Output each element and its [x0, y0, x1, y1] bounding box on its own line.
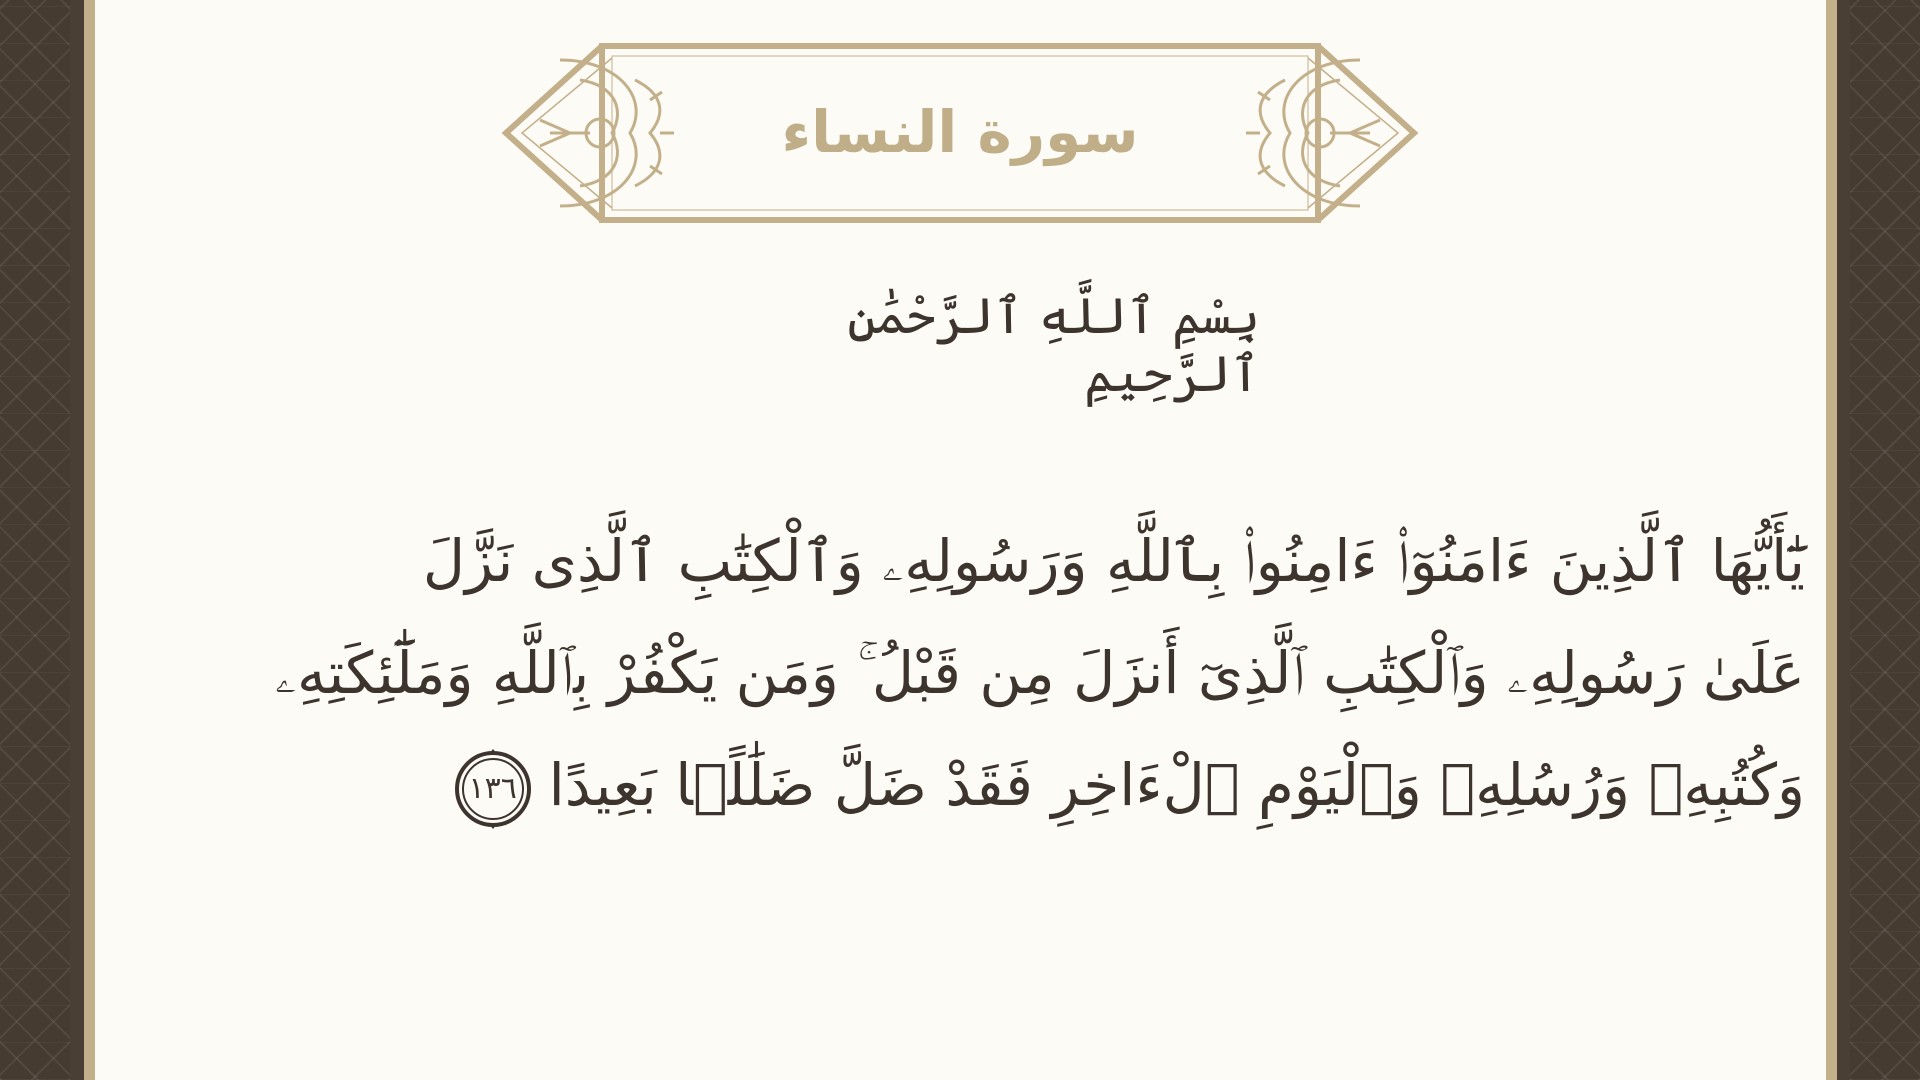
- left-pattern-border: [0, 0, 70, 1080]
- left-gold-frame: [84, 0, 95, 1080]
- right-gold-frame: [1826, 0, 1837, 1080]
- verse-line-1: يَٰٓأَيُّهَا ٱلَّذِينَ ءَامَنُوٓا۟ ءَامِنُوا۟ بِٱللَّهِ وَرَسُولِهِۦ وَٱلْكِتَٰبِ ٱلَّذِى نَزَّلَ: [422, 527, 1805, 595]
- verse-line-3: [195, 729, 1805, 841]
- basmala: بِسْمِ ٱللَّهِ ٱلرَّحْمَٰنِ ٱلرَّحِيمِ: [847, 287, 1260, 403]
- ayah-number: ١٣٦: [468, 770, 517, 806]
- verse-line-2: عَلَىٰ رَسُولِهِۦ وَٱلْكِتَٰبِ ٱلَّذِىٓ أَنزَلَ مِن قَبْلُ ۚ وَمَن يَكْفُرْ بِٱللَّهِ وَمَلَٰٓئِكَتِهِۦ: [275, 639, 1805, 707]
- verse-text: [195, 505, 1805, 841]
- ayah-end-marker: [451, 747, 535, 831]
- right-pattern-border: [1850, 0, 1920, 1080]
- surah-title: سورة النساء: [781, 98, 1139, 166]
- surah-header-cartouche: [500, 40, 1420, 226]
- verse-line-3-text: وَكُتُبِهِۦ وَرُسُلِهِۦ وَٱلْيَوْمِ ٱلْءَاخِرِ فَقَدْ ضَلَّ ضَلَٰلًۢا بَعِيدًا: [548, 751, 1805, 819]
